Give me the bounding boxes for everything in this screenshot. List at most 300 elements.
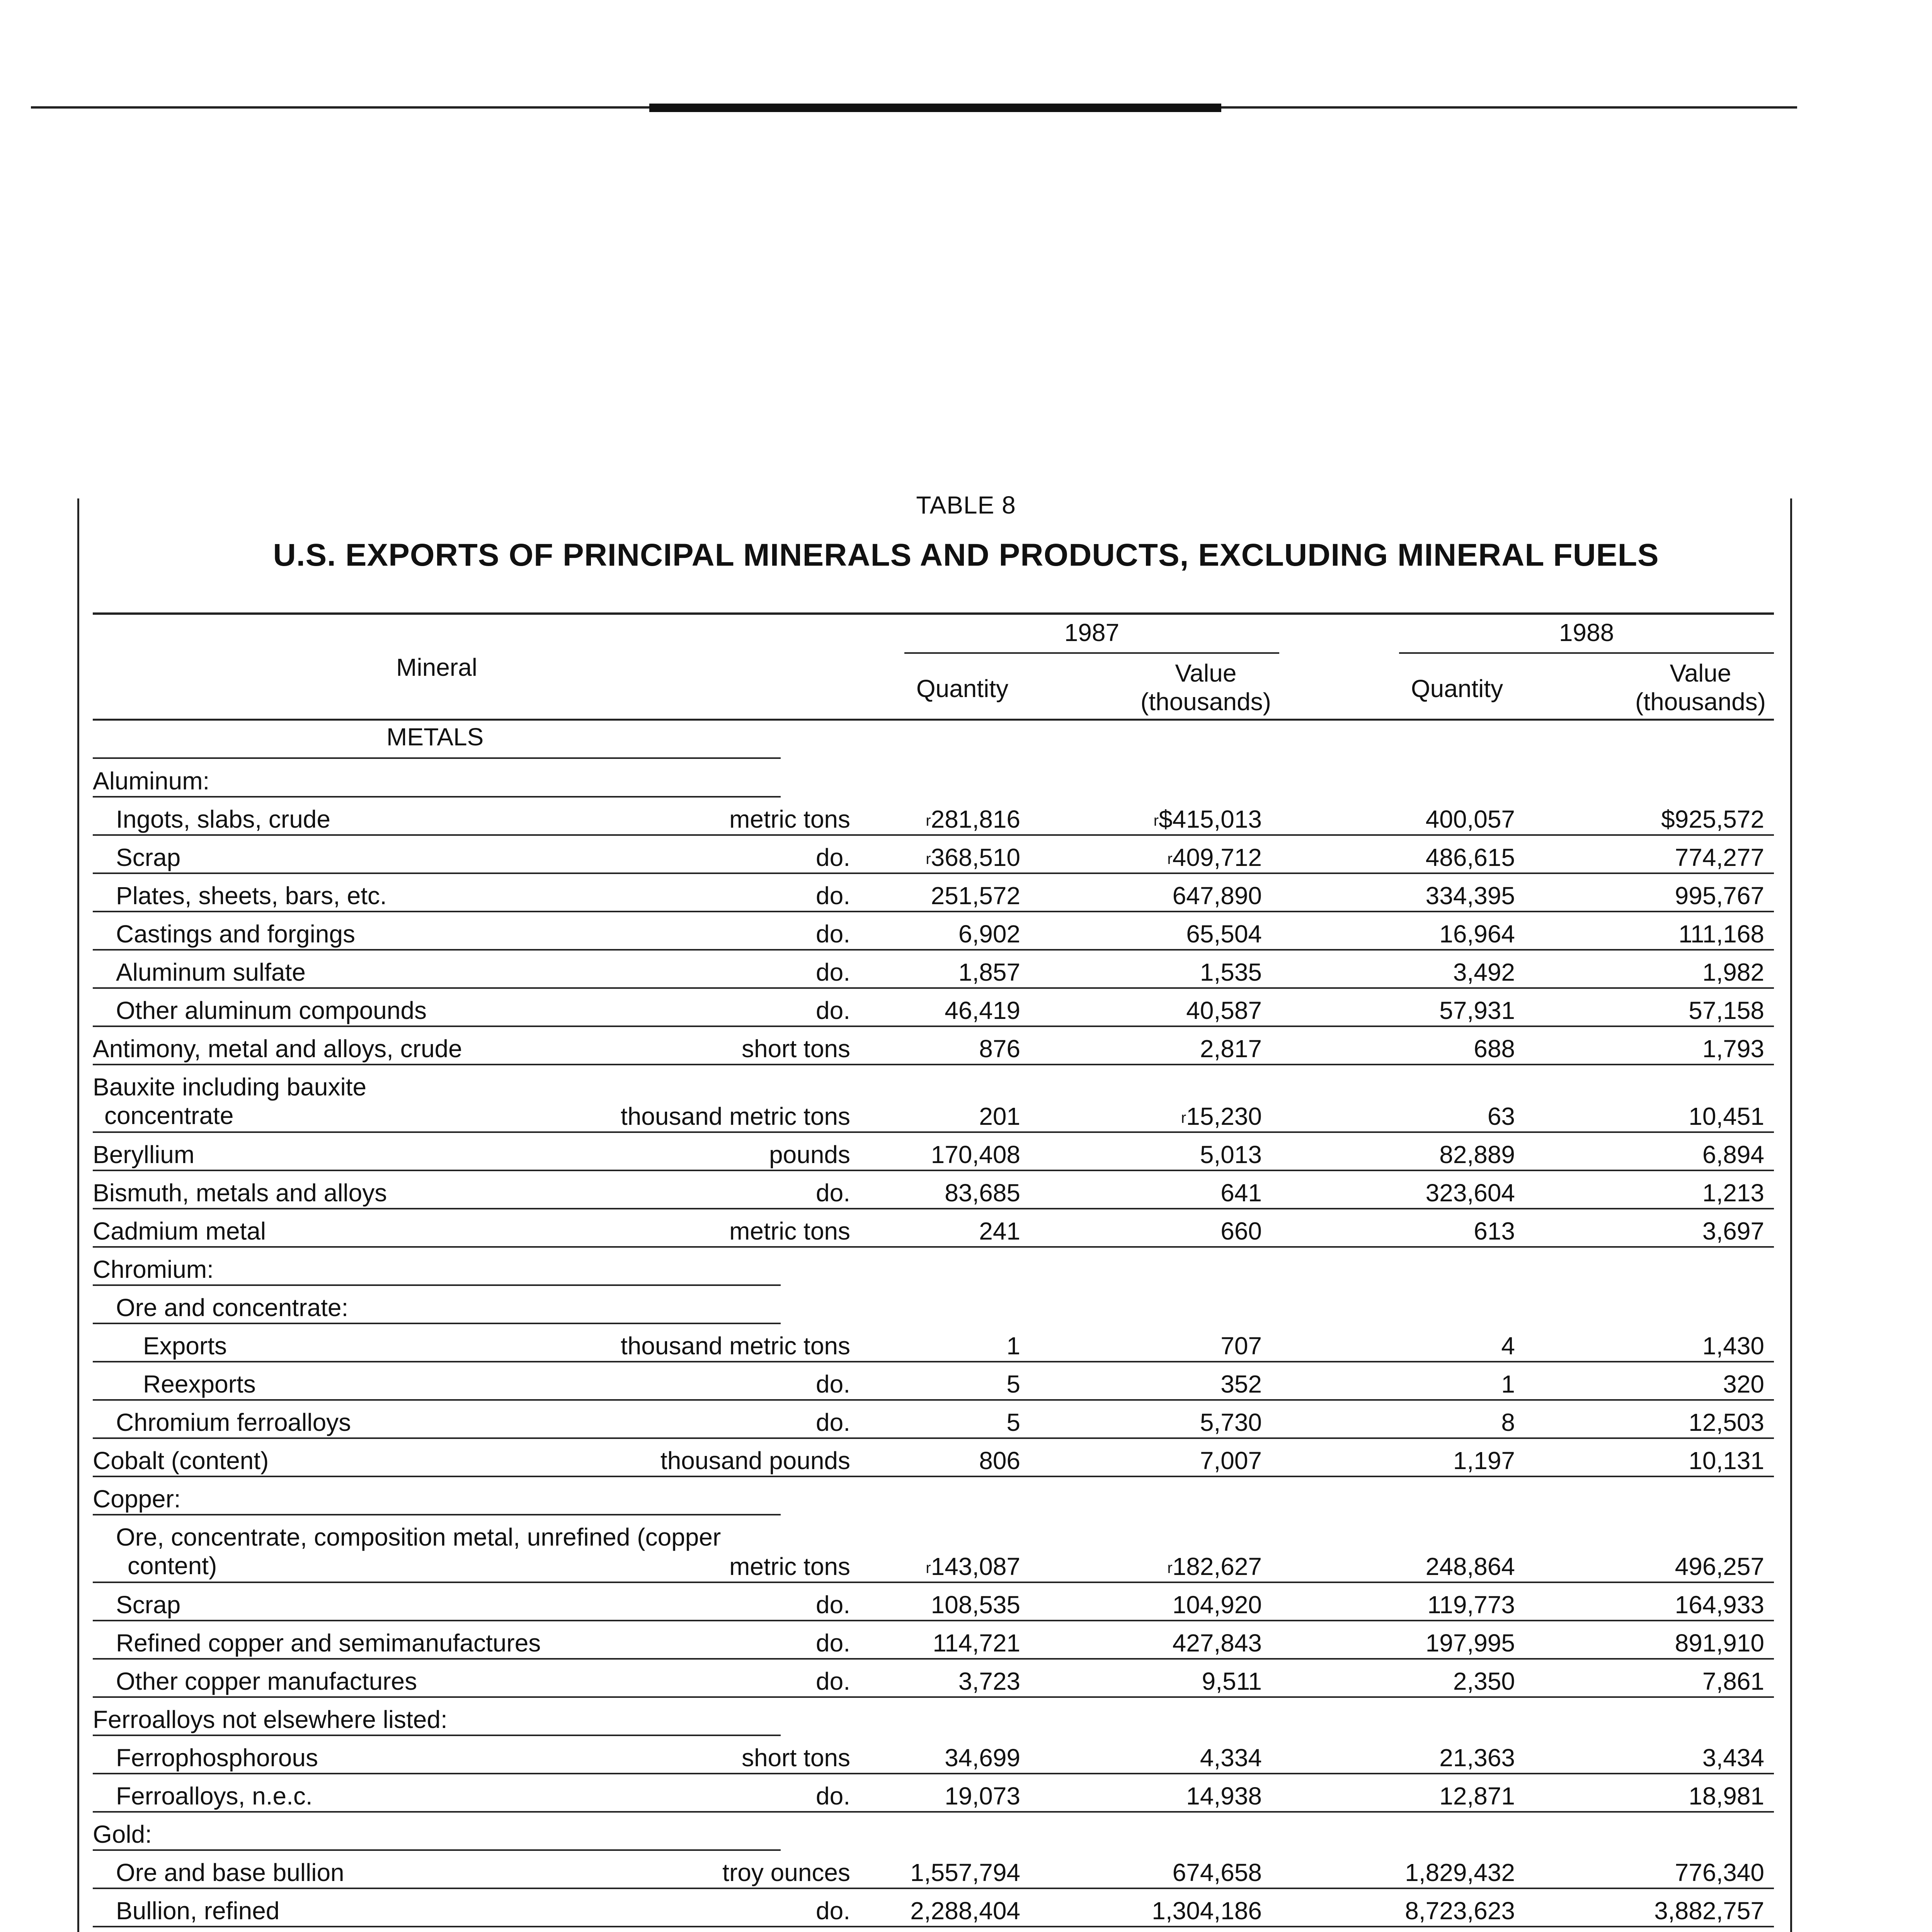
- quantity-1988: [1439, 1782, 1515, 1810]
- unit: do.: [816, 1629, 850, 1657]
- quantity-1988: [1439, 920, 1515, 948]
- value-1988-text: 164,933: [1675, 1591, 1764, 1619]
- mineral-name-line1: Bullion, refined: [116, 1897, 280, 1925]
- quantity-1988: [1426, 1179, 1515, 1207]
- quantity-1987: [933, 1629, 1020, 1657]
- table-row: [93, 1698, 1774, 1736]
- quantity-1987-text: 143,087: [931, 1553, 1020, 1580]
- value-1987-text: 1,535: [1200, 958, 1262, 986]
- unit: short tons: [741, 1744, 850, 1772]
- unit: do.: [816, 1408, 850, 1436]
- value-1987-text: 9,511: [1202, 1667, 1262, 1695]
- mineral-name: [93, 1217, 266, 1245]
- mineral-name: [116, 996, 427, 1025]
- mineral-name: [93, 767, 209, 795]
- quantity-1988-text: 1,197: [1453, 1447, 1515, 1475]
- quantity-1987-text: 3,723: [958, 1667, 1020, 1695]
- value-1987-text: 427,843: [1172, 1629, 1262, 1657]
- mineral-name: [116, 1408, 351, 1437]
- table-row: [93, 1133, 1774, 1171]
- unit: do.: [816, 1782, 850, 1810]
- mineral-name-line1: Aluminum:: [93, 767, 210, 795]
- quantity-1987-text: 876: [979, 1035, 1020, 1063]
- mineral-name: [116, 1782, 313, 1810]
- table-row: [93, 1248, 1774, 1286]
- unit: do.: [816, 920, 850, 948]
- year-1988-rule: [1399, 652, 1774, 654]
- quantity-1987: [979, 1217, 1020, 1245]
- value-1988: [1675, 1590, 1764, 1619]
- mineral-name: [143, 1370, 256, 1398]
- table-row: [93, 874, 1774, 912]
- mineral-name: [93, 1820, 152, 1849]
- mineral-name-line1: Copper:: [93, 1485, 181, 1513]
- table-row: [93, 759, 1774, 798]
- year-1988: 1988: [1559, 619, 1614, 646]
- quantity-1988: [1474, 1034, 1515, 1063]
- quantity-1988: [1426, 881, 1515, 910]
- quantity-1988: [1427, 1590, 1515, 1619]
- value-1988-text: 1,793: [1702, 1035, 1764, 1063]
- mineral-name: [116, 805, 330, 833]
- unit: do.: [816, 1667, 850, 1695]
- value-1987: [1202, 1667, 1262, 1696]
- value-1988-text: 12,503: [1689, 1408, 1764, 1436]
- value-1987: [1220, 1370, 1262, 1398]
- mineral-name-line1: Ore and base bullion: [116, 1859, 344, 1886]
- value-1988-text: 10,131: [1689, 1447, 1764, 1475]
- quantity-1987-text: 5: [1006, 1408, 1020, 1436]
- mineral-name-line1: Ingots, slabs, crude: [116, 805, 330, 833]
- mineral-name: [93, 1179, 387, 1207]
- value-1987: [1152, 1896, 1262, 1925]
- table-row: [93, 1583, 1774, 1621]
- quantity-1988-text: 12,871: [1439, 1782, 1515, 1810]
- quantity-1988: [1453, 1446, 1515, 1475]
- value-1988-text: 1,213: [1702, 1179, 1764, 1207]
- value-1988: [1675, 881, 1764, 910]
- value-1987: [1154, 805, 1262, 833]
- value-1988: [1678, 920, 1764, 948]
- value-1987: [1200, 1408, 1262, 1437]
- mineral-header: Mineral: [396, 653, 477, 681]
- value-1987-text: 352: [1220, 1370, 1262, 1398]
- value-1988: [1702, 1667, 1764, 1696]
- value-1988: [1675, 1629, 1764, 1657]
- value-1987-text: 182,627: [1172, 1553, 1262, 1580]
- mineral-name: [116, 881, 387, 910]
- value-1987-text: 5,730: [1200, 1408, 1262, 1436]
- mineral-name-line1: Bismuth, metals and alloys: [93, 1179, 387, 1207]
- value-1988-text: 3,882,757: [1654, 1897, 1764, 1925]
- value-1988-text: 6,894: [1702, 1141, 1764, 1168]
- value-1988-header: [1608, 659, 1793, 716]
- mineral-name: [116, 843, 180, 872]
- mineral-name: [116, 920, 355, 948]
- table-row: [93, 1171, 1774, 1209]
- value-1987-text: 409,712: [1172, 844, 1262, 871]
- revised-marker: r: [926, 812, 931, 829]
- value-1987-text: 14,938: [1186, 1782, 1262, 1810]
- value-1988-text: 995,767: [1675, 882, 1764, 910]
- quantity-1988-header: Quantity: [1411, 675, 1503, 702]
- mineral-name: [93, 1140, 194, 1169]
- quantity-1987-text: 2,288,404: [910, 1897, 1020, 1925]
- mineral-name-line1: Ferrophosphorous: [116, 1744, 318, 1772]
- mineral-name-line1: Antimony, metal and alloys, crude: [93, 1035, 462, 1063]
- mineral-name-line1: Plates, sheets, bars, etc.: [116, 882, 387, 910]
- mineral-name-line1: Chromium:: [93, 1255, 214, 1283]
- section-rule: [93, 757, 781, 759]
- quantity-1988: [1453, 958, 1515, 986]
- quantity-1987-text: 34,699: [945, 1744, 1020, 1772]
- value-1987-text: 4,334: [1200, 1744, 1262, 1772]
- quantity-1987: [931, 881, 1020, 910]
- quantity-1987: [979, 1102, 1020, 1131]
- value-1988: [1702, 958, 1764, 986]
- value-1987: [1167, 843, 1262, 872]
- mineral-name-line1: Ore, concentrate, composition metal, unrefined (copper: [116, 1523, 721, 1551]
- value-1988: [1702, 1140, 1764, 1169]
- unit: do.: [816, 882, 850, 910]
- quantity-1988: [1501, 1332, 1515, 1360]
- quantity-1987-text: 170,408: [931, 1141, 1020, 1168]
- value-1987-text: 674,658: [1172, 1859, 1262, 1886]
- value-1988-text: 111,168: [1678, 920, 1764, 948]
- mineral-name: [93, 1485, 181, 1513]
- revised-marker: r: [926, 850, 931, 867]
- value-1988-line2: (thousands): [1635, 688, 1766, 716]
- value-1987: [1173, 1590, 1262, 1619]
- value-1988-text: 891,910: [1675, 1629, 1764, 1657]
- table-row: [93, 912, 1774, 951]
- unit: thousand pounds: [660, 1447, 850, 1475]
- value-1988: [1702, 1332, 1764, 1360]
- quantity-1988-text: 1,829,432: [1405, 1859, 1515, 1886]
- value-1988: [1702, 1179, 1764, 1207]
- quantity-1987: [926, 1552, 1020, 1581]
- quantity-1987: [958, 958, 1020, 986]
- unit: do.: [816, 844, 850, 871]
- mineral-name-line1: Cadmium metal: [93, 1217, 266, 1245]
- quantity-1988-text: 82,889: [1439, 1141, 1515, 1168]
- unit: pounds: [769, 1141, 850, 1168]
- value-1987: [1186, 1782, 1262, 1810]
- quantity-1987-text: 1,557,794: [910, 1859, 1020, 1886]
- mineral-name-line1: Other copper manufactures: [116, 1667, 417, 1695]
- quantity-1988-text: 57,931: [1439, 997, 1515, 1024]
- mineral-name-line1: Scrap: [116, 1591, 181, 1619]
- table-row: [93, 1813, 1774, 1851]
- value-1987: [1200, 1446, 1262, 1475]
- table-row: [93, 1362, 1774, 1401]
- value-1987: [1220, 1332, 1262, 1360]
- table-row: [93, 951, 1774, 989]
- value-1987-text: 1,304,186: [1152, 1897, 1262, 1925]
- value-1987: [1220, 1217, 1262, 1245]
- value-1987-text: 660: [1220, 1217, 1262, 1245]
- quantity-1988-text: 21,363: [1439, 1744, 1515, 1772]
- mineral-name: [116, 1896, 279, 1925]
- value-1988: [1689, 1102, 1764, 1131]
- mineral-name: [93, 1705, 448, 1734]
- quantity-1988: [1453, 1667, 1515, 1696]
- value-1987: [1200, 1743, 1262, 1772]
- value-1988-text: 1,982: [1702, 958, 1764, 986]
- mineral-name-line1: Ore and concentrate:: [116, 1294, 349, 1321]
- value-1988-line1: Value: [1670, 659, 1731, 687]
- mineral-name: [116, 1293, 348, 1322]
- quantity-1987-text: 251,572: [931, 882, 1020, 910]
- mineral-name-line1: Ferroalloys, n.e.c.: [116, 1782, 313, 1810]
- unit: thousand metric tons: [620, 1102, 850, 1130]
- unit: do.: [816, 1370, 850, 1398]
- quantity-1987-text: 5: [1006, 1370, 1020, 1398]
- mineral-name-line1: Ferroalloys not elsewhere listed:: [93, 1706, 448, 1733]
- mineral-name-line2: content): [128, 1552, 217, 1580]
- value-1987-line2: (thousands): [1140, 688, 1271, 716]
- quantity-1987: [958, 1667, 1020, 1696]
- mineral-name: [93, 1034, 462, 1063]
- quantity-1988-text: 334,395: [1425, 882, 1515, 910]
- mineral-name-line1: Refined copper and semimanufactures: [116, 1629, 541, 1657]
- value-1988: [1675, 1858, 1764, 1887]
- value-1988: [1675, 843, 1764, 872]
- quantity-1988-text: 2,350: [1453, 1667, 1515, 1695]
- quantity-1987-text: 368,510: [931, 844, 1020, 871]
- table-row: [93, 1660, 1774, 1698]
- quantity-1988: [1426, 1629, 1515, 1657]
- mineral-name-line1: Gold:: [93, 1820, 152, 1848]
- quantity-1987: [910, 1858, 1020, 1887]
- top-rule-thick: [649, 104, 1221, 112]
- value-1987: [1186, 920, 1262, 948]
- value-1987-text: 104,920: [1172, 1591, 1262, 1619]
- value-1988: [1689, 1782, 1764, 1810]
- quantity-1987: [926, 843, 1020, 872]
- value-1988: [1689, 1446, 1764, 1475]
- quantity-1988: [1426, 843, 1515, 872]
- value-1988-text: 57,158: [1689, 997, 1764, 1024]
- quantity-1988: [1405, 1896, 1515, 1925]
- quantity-1987-text: 83,685: [945, 1179, 1020, 1207]
- table-row: [93, 1515, 1774, 1583]
- table-row: [93, 1927, 1774, 1932]
- table-row: [93, 1477, 1774, 1515]
- unit: troy ounces: [722, 1859, 850, 1886]
- table-label: TABLE 8: [916, 491, 1016, 519]
- mineral-name-line1: Scrap: [116, 844, 181, 871]
- value-1988: [1689, 996, 1764, 1025]
- quantity-1987: [931, 1140, 1020, 1169]
- quantity-1987-text: 46,419: [945, 997, 1020, 1024]
- mineral-name-line1: Castings and forgings: [116, 920, 356, 948]
- value-1988-text: 320: [1723, 1370, 1764, 1398]
- section-metals: METALS: [386, 723, 484, 751]
- quantity-1988-text: 119,773: [1427, 1591, 1515, 1619]
- unit: do.: [816, 997, 850, 1024]
- table-row: [93, 1889, 1774, 1927]
- quantity-1988-text: 8: [1501, 1408, 1515, 1436]
- quantity-1988-text: 16,964: [1439, 920, 1515, 948]
- mineral-name: [116, 1743, 318, 1772]
- value-1987-header: [1113, 659, 1299, 716]
- unit: do.: [816, 1897, 850, 1925]
- table-row: [93, 1209, 1774, 1248]
- quantity-1987: [945, 1743, 1020, 1772]
- mineral-name: [116, 958, 306, 986]
- revised-marker: r: [1167, 850, 1173, 867]
- value-1988-text: 18,981: [1689, 1782, 1764, 1810]
- quantity-1987-text: 806: [979, 1447, 1020, 1475]
- quantity-1987-text: 108,535: [931, 1591, 1020, 1619]
- left-margin-line: [77, 498, 79, 1932]
- value-1988-text: $925,572: [1661, 805, 1764, 833]
- value-1987-text: $415,013: [1159, 805, 1262, 833]
- quantity-1987-text: 241: [979, 1217, 1020, 1245]
- quantity-1987: [910, 1896, 1020, 1925]
- table-row: [93, 1286, 1774, 1324]
- value-1988: [1661, 805, 1764, 833]
- quantity-1987-text: 19,073: [945, 1782, 1020, 1810]
- unit: do.: [816, 1179, 850, 1207]
- quantity-1988-text: 197,995: [1425, 1629, 1515, 1657]
- quantity-1988: [1474, 1217, 1515, 1245]
- value-1987: [1181, 1102, 1262, 1131]
- value-1987: [1220, 1179, 1262, 1207]
- quantity-1988-text: 3,492: [1453, 958, 1515, 986]
- value-1987-text: 647,890: [1172, 882, 1262, 910]
- mineral-name-line2: concentrate: [104, 1102, 234, 1129]
- value-1987-text: 7,007: [1200, 1447, 1262, 1475]
- quantity-1988: [1501, 1408, 1515, 1437]
- quantity-1987-text: 281,816: [931, 805, 1020, 833]
- table-row: [93, 1401, 1774, 1439]
- value-1987: [1173, 881, 1262, 910]
- mineral-name: [93, 1255, 214, 1284]
- value-1988-text: 496,257: [1675, 1553, 1764, 1580]
- quantity-1988-text: 248,864: [1425, 1553, 1515, 1580]
- quantity-1987: [931, 1590, 1020, 1619]
- value-1988: [1689, 1408, 1764, 1437]
- value-1987-text: 40,587: [1186, 997, 1262, 1024]
- unit: do.: [816, 1591, 850, 1619]
- quantity-1988: [1426, 1552, 1515, 1581]
- value-1988-text: 3,434: [1702, 1744, 1764, 1772]
- value-1988: [1702, 1034, 1764, 1063]
- value-1987: [1200, 1034, 1262, 1063]
- revised-marker: r: [1181, 1109, 1186, 1126]
- table-row: [93, 1621, 1774, 1660]
- table-row: [93, 1324, 1774, 1362]
- revised-marker: r: [1153, 812, 1159, 829]
- value-1988: [1702, 1217, 1764, 1245]
- quantity-1988-text: 4: [1501, 1332, 1515, 1360]
- quantity-1987: [945, 1179, 1020, 1207]
- unit: thousand metric tons: [620, 1332, 850, 1360]
- table-row: [93, 836, 1774, 874]
- value-1987: [1186, 996, 1262, 1025]
- value-1988-text: 3,697: [1702, 1217, 1764, 1245]
- value-1988-text: 1,430: [1702, 1332, 1764, 1360]
- value-1987: [1173, 1629, 1262, 1657]
- value-1988-text: 10,451: [1689, 1102, 1764, 1130]
- quantity-1988: [1439, 1743, 1515, 1772]
- value-1988: [1702, 1743, 1764, 1772]
- table-row: [93, 1774, 1774, 1813]
- value-1987-text: 65,504: [1186, 920, 1262, 948]
- quantity-1987: [945, 1782, 1020, 1810]
- quantity-1988: [1426, 805, 1515, 833]
- mineral-name-line1: Beryllium: [93, 1141, 195, 1168]
- mineral-name: [143, 1332, 227, 1360]
- quantity-1988: [1439, 1140, 1515, 1169]
- table-row: [93, 1027, 1774, 1065]
- quantity-1987: [926, 805, 1020, 833]
- value-1987-text: 641: [1220, 1179, 1262, 1207]
- unit: short tons: [741, 1035, 850, 1063]
- quantity-1988: [1405, 1858, 1515, 1887]
- value-1988-text: 7,861: [1702, 1667, 1764, 1695]
- quantity-1987-text: 114,721: [933, 1629, 1020, 1657]
- table-title: U.S. EXPORTS OF PRINCIPAL MINERALS AND PRODUCTS, EXCLUDING MINERAL FUELS: [273, 537, 1659, 573]
- header-bottom-rule: [93, 719, 1774, 721]
- quantity-1987: [1006, 1408, 1020, 1437]
- value-1987-line1: Value: [1175, 659, 1237, 687]
- quantity-1988-text: 486,615: [1425, 844, 1515, 871]
- quantity-1988-text: 400,057: [1425, 805, 1515, 833]
- mineral-name: [116, 1590, 180, 1619]
- unit: do.: [816, 958, 850, 986]
- unit: metric tons: [729, 1553, 850, 1580]
- value-1987-text: 707: [1220, 1332, 1262, 1360]
- value-1987: [1167, 1552, 1262, 1581]
- quantity-1988-text: 688: [1474, 1035, 1515, 1063]
- quantity-1987: [945, 996, 1020, 1025]
- quantity-1987: [979, 1034, 1020, 1063]
- table-row: [93, 1736, 1774, 1774]
- mineral-name: [116, 1523, 721, 1580]
- value-1987: [1200, 1140, 1262, 1169]
- value-1988: [1723, 1370, 1764, 1398]
- quantity-1987: [1006, 1370, 1020, 1398]
- quantity-1987: [1006, 1332, 1020, 1360]
- value-1987-text: 2,817: [1200, 1035, 1262, 1063]
- mineral-name: [116, 1667, 417, 1696]
- table-row: [93, 1439, 1774, 1477]
- mineral-name-line1: Bauxite including bauxite: [93, 1073, 367, 1101]
- quantity-1988: [1488, 1102, 1515, 1131]
- revised-marker: r: [926, 1560, 931, 1577]
- value-1987: [1200, 958, 1262, 986]
- quantity-1988-text: 613: [1474, 1217, 1515, 1245]
- table-row: [93, 1851, 1774, 1889]
- quantity-1987-text: 1,857: [958, 958, 1020, 986]
- table-row: [93, 798, 1774, 836]
- value-1988-text: 776,340: [1675, 1859, 1764, 1886]
- quantity-1988-text: 8,723,623: [1405, 1897, 1515, 1925]
- value-1988: [1654, 1896, 1764, 1925]
- value-1987: [1173, 1858, 1262, 1887]
- quantity-1988: [1501, 1370, 1515, 1398]
- quantity-1987-text: 1: [1006, 1332, 1020, 1360]
- quantity-1988-text: 63: [1487, 1102, 1515, 1130]
- mineral-name-line1: Exports: [143, 1332, 227, 1360]
- value-1987-text: 15,230: [1186, 1102, 1262, 1130]
- mineral-name: [116, 1629, 541, 1657]
- mineral-name-line1: Reexports: [143, 1370, 256, 1398]
- year-1987-rule: [904, 652, 1279, 654]
